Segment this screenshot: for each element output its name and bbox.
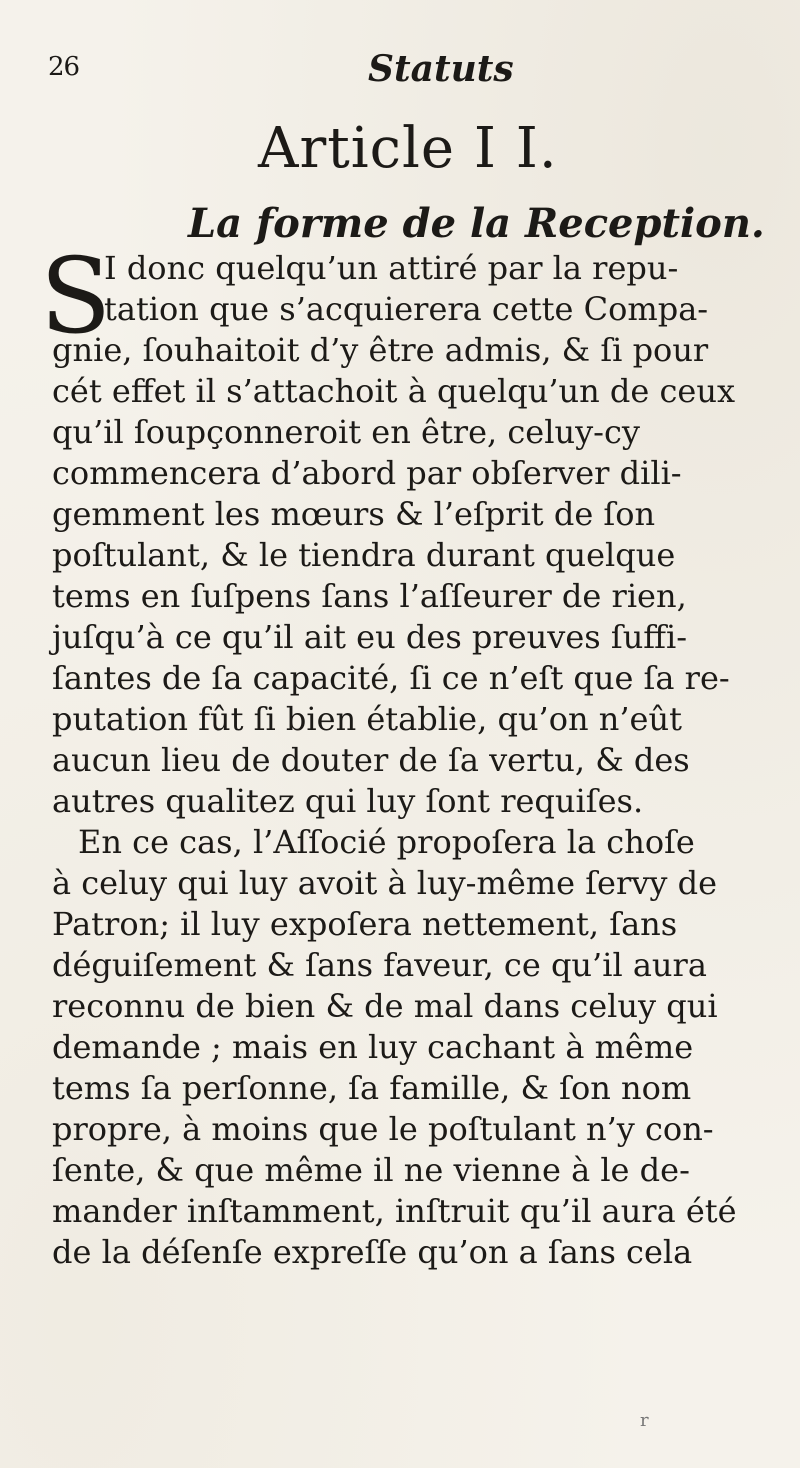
text-line: gemment les mœurs & l’eſprit de ſon — [52, 495, 656, 533]
text-line: tation que s’acquierera cette Compa- — [104, 290, 709, 328]
text-line: déguiſement & ſans faveur, ce qu’il aura — [52, 946, 707, 984]
text-line: aucun lieu de douter de ſa vertu, & des — [52, 741, 690, 779]
text-line: ſantes de ſa capacité, ſi ce n’eſt que ſa re- — [52, 659, 730, 697]
text-line: putation fût ſi bien établie, qu’on n’eût — [52, 700, 682, 738]
signature-mark: r — [640, 1410, 649, 1431]
text-line: reconnu de bien & de mal dans celuy qui — [52, 987, 718, 1025]
text-line: de la déſenſe expreſſe qu’on a ſans cela — [52, 1233, 693, 1271]
text-line: autres qualitez qui luy ſont requiſes. — [52, 782, 644, 820]
drop-cap: S — [40, 235, 112, 357]
text-line: Patron; il luy expoſera nettement, ſans — [52, 905, 678, 943]
text-line: mander inſtamment, inſtruit qu’il aura été — [52, 1192, 737, 1230]
text-line: cét effet il s’attachoit à quelqu’un de ceux — [52, 372, 735, 410]
page-number: 26 — [48, 52, 80, 82]
text-line: ſente, & que même il ne vienne à le de- — [52, 1151, 690, 1189]
text-line: tems ſa perſonne, ſa famille, & ſon nom — [52, 1069, 692, 1107]
text-line: à celuy qui luy avoit à luy-même ſervy de — [52, 864, 718, 902]
running-head: Statuts — [368, 48, 514, 90]
text-line: En ce cas, l’Aſſocié propoſera la choſe — [78, 823, 695, 861]
text-line: tems en ſuſpens ſans l’aſſeurer de rien, — [52, 577, 687, 615]
text-line: juſqu’à ce qu’il ait eu des preuves ſuffi- — [52, 618, 688, 656]
text-line: qu’il ſoupçonneroit en être, celuy-cy — [52, 413, 640, 451]
text-line: propre, à moins que le poſtulant n’y con- — [52, 1110, 714, 1148]
text-line: poſtulant, & le tiendra durant quelque — [52, 536, 676, 574]
article-subtitle: La forme de la Reception. — [188, 200, 765, 247]
text-line: gnie, ſouhaitoit d’y être admis, & ſi pour — [52, 331, 709, 369]
text-line: commencera d’abord par obſerver dili- — [52, 454, 682, 492]
article-heading: Article I I. — [258, 116, 558, 181]
text-line: demande ; mais en luy cachant à même — [52, 1028, 694, 1066]
text-line: I donc quelqu’un attiré par la repu- — [104, 249, 679, 287]
